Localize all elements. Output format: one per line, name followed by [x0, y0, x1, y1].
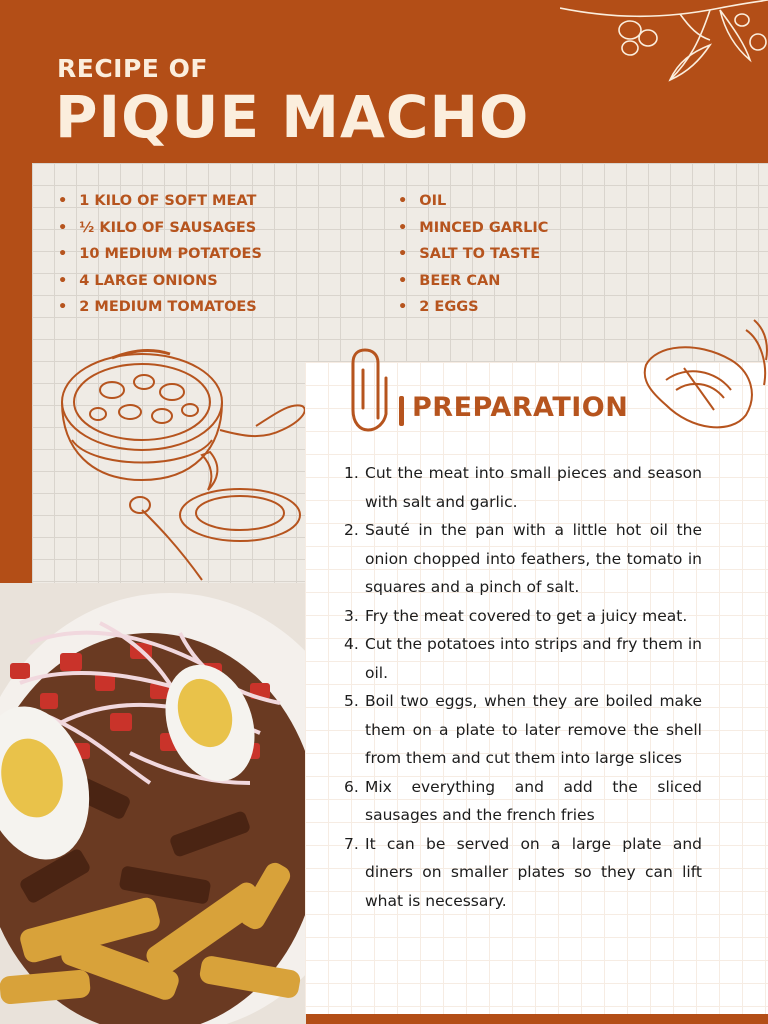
step-item — [344, 630, 702, 687]
ingredient-item: • 4 LARGE ONIONS — [58, 268, 262, 295]
recipe-subtitle: RECIPE OF — [57, 54, 208, 83]
ingredient-item: • SALT TO TASTE — [398, 241, 548, 268]
step-item — [344, 830, 702, 916]
step-number: 1. — [344, 464, 359, 482]
cooking-pot-illustration — [52, 330, 314, 585]
step-text: Cut the meat into small pieces and season with salt and garlic. — [365, 464, 702, 511]
tomato-slice-illustration — [636, 310, 768, 440]
ingredients-list-right — [398, 188, 548, 321]
step-item — [344, 687, 702, 773]
dish-image — [0, 583, 306, 1024]
paperclip-icon — [348, 348, 393, 433]
step-number: 2. — [344, 521, 359, 539]
ingredients-list-left — [58, 188, 262, 321]
ingredient-item: • BEER CAN — [398, 268, 548, 295]
ingredient-item: • 2 MEDIUM TOMATOES — [58, 294, 262, 321]
ingredient-item: • 1 KILO OF SOFT MEAT — [58, 188, 262, 215]
step-number: 7. — [344, 834, 359, 853]
recipe-title: PIQUE MACHO — [55, 83, 530, 151]
olive-branch-icon — [560, 0, 768, 85]
step-item — [344, 602, 702, 631]
step-item — [344, 516, 702, 602]
step-number: 6. — [344, 777, 359, 796]
ingredient-item: • 2 EGGS — [398, 294, 548, 321]
ingredient-item: • ½ KILO OF SAUSAGES — [58, 215, 262, 242]
step-text: It can be served on a large plate and diners on smaller plates so they can lift what is necessary. — [365, 834, 702, 910]
pique-macho-photo — [0, 583, 306, 1024]
ingredient-item: • 10 MEDIUM POTATOES — [58, 241, 262, 268]
step-text: Mix everything and add the sliced sausages and the french fries — [365, 777, 702, 824]
step-item — [344, 773, 702, 830]
step-text: Fry the meat covered to get a juicy meat. — [365, 606, 688, 625]
ingredient-item: • MINCED GARLIC — [398, 215, 548, 242]
step-number: 4. — [344, 635, 359, 653]
step-number: 3. — [344, 606, 359, 625]
preparation-steps — [344, 459, 702, 915]
preparation-title-bar — [399, 396, 404, 426]
step-number: 5. — [344, 692, 359, 710]
step-text: Sauté in the pan with a little hot oil the onion chopped into feathers, the tomato in squares and a pinch of salt. — [365, 521, 702, 596]
step-text: Cut the potatoes into strips and fry them in oil. — [365, 635, 702, 682]
step-text: Boil two eggs, when they are boiled make them on a plate to later remove the shell from them and cut them into large slices — [365, 692, 702, 767]
ingredient-item: • OIL — [398, 188, 548, 215]
step-item — [344, 459, 702, 516]
preparation-title: PREPARATION — [412, 392, 629, 423]
